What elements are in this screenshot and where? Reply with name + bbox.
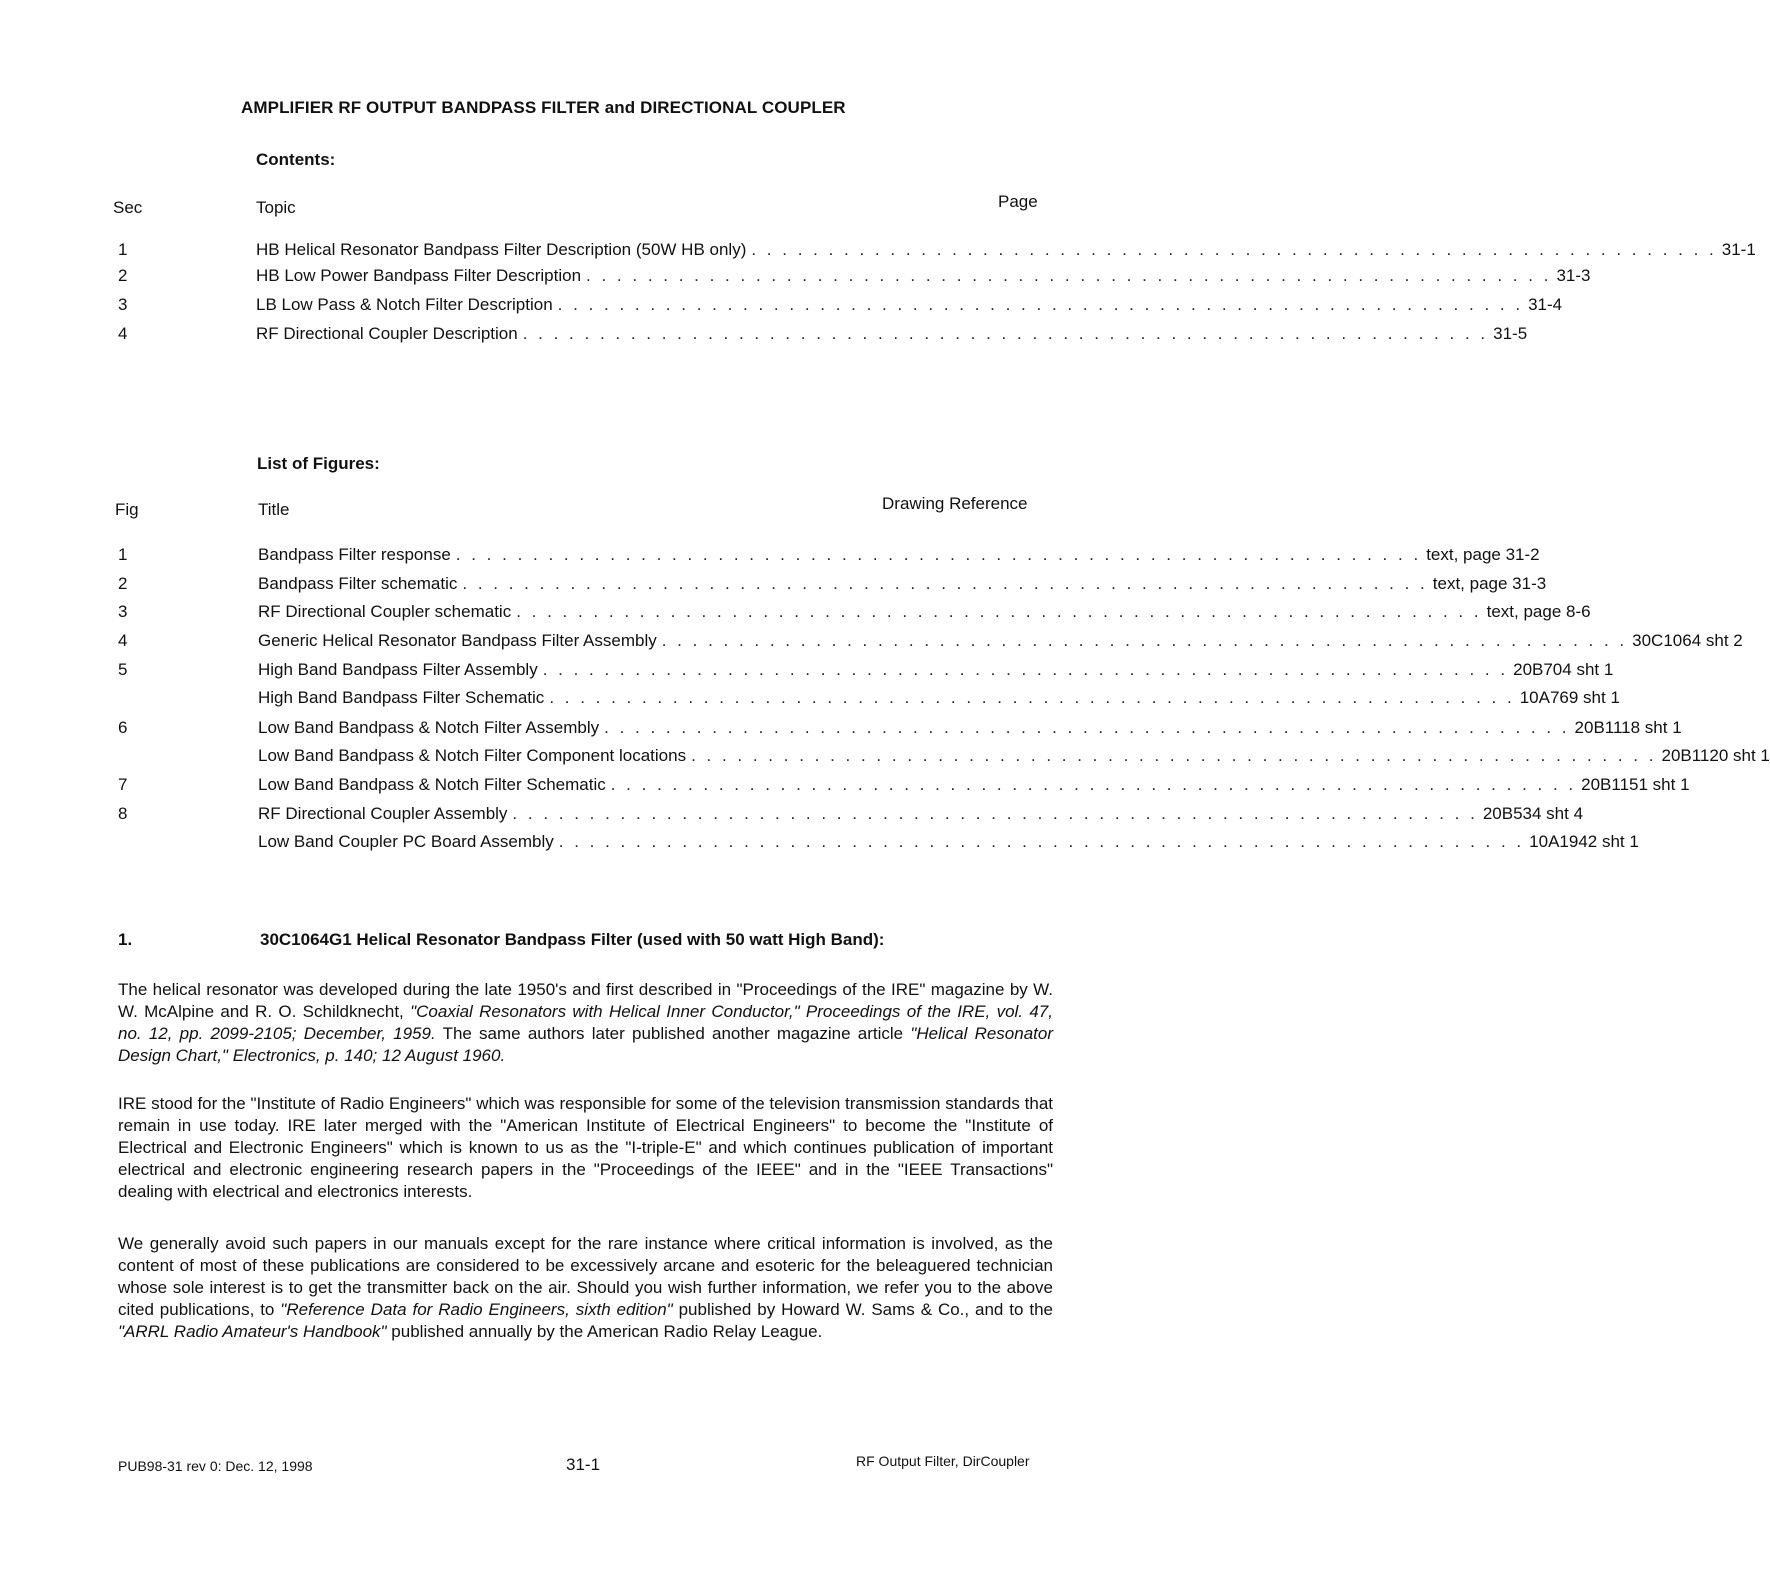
figure-drawing-ref: 10A1942 sht 1 bbox=[1529, 832, 1639, 851]
figure-entry bbox=[258, 602, 1591, 622]
figure-entry bbox=[258, 804, 1584, 824]
footer-page-number: 31-1 bbox=[566, 1455, 601, 1474]
contents-sec-number: 3 bbox=[118, 295, 128, 314]
dot-leader: . . . . . . . . . . . . . . . . . . . . . . . . . . . . . . . . . . . . . . . . . . . . . . . . . . . . . . . . . . . . . . . bbox=[542, 660, 1509, 679]
figures-col-fig: Fig bbox=[115, 500, 139, 519]
figure-title[interactable]: RF Directional Coupler schematic bbox=[258, 602, 512, 621]
figures-col-title: Title bbox=[258, 500, 290, 519]
dot-leader: . . . . . . . . . . . . . . . . . . . . . . . . . . . . . . . . . . . . . . . . . . . . . . . . . . . . . . . . . . . . . . . bbox=[586, 266, 1552, 285]
figure-entry bbox=[258, 660, 1614, 680]
contents-page: 31-3 bbox=[1556, 266, 1591, 285]
contents-sec-number: 2 bbox=[118, 266, 128, 285]
figure-row bbox=[0, 775, 1690, 799]
citation-coaxial-resonators: "Coaxial Resonators with Helical Inner Conductor," Proceedings of the IRE, vol. 47, no. 12, pp. 2099-2105; December, 1959. bbox=[118, 1002, 1053, 1043]
dot-leader: . . . . . . . . . . . . . . . . . . . . . . . . . . . . . . . . . . . . . . . . . . . . . . . . . . . . . . . . . . . . . . . bbox=[610, 775, 1577, 794]
figure-number: 7 bbox=[118, 775, 128, 794]
figure-row bbox=[0, 602, 1591, 626]
figure-drawing-ref: 10A769 sht 1 bbox=[1519, 688, 1620, 707]
paragraph-text: We generally avoid such papers in our manuals except for the rare instance where critical information is involved, as the content of most of these publications are considered to be excessively arcane and esoteric for the beleaguered technician whose sole interest is to get the transmitter back on the air. Should you wish further information, we refer you to the above cited publications, to bbox=[118, 1234, 1053, 1319]
figure-entry bbox=[258, 832, 1639, 852]
figure-drawing-ref: text, page 31-3 bbox=[1432, 574, 1547, 593]
citation-reference-data: "Reference Data for Radio Engineers, sixth edition" bbox=[280, 1300, 673, 1319]
figure-drawing-ref: 20B534 sht 4 bbox=[1482, 804, 1584, 823]
contents-page: 31-1 bbox=[1721, 240, 1756, 259]
contents-topic[interactable]: RF Directional Coupler Description bbox=[256, 324, 518, 343]
contents-topic[interactable]: HB Helical Resonator Bandpass Filter Description (50W HB only) bbox=[256, 240, 747, 259]
contents-entry bbox=[256, 295, 1563, 315]
paragraph-helical-history bbox=[118, 979, 1053, 1067]
dot-leader: . . . . . . . . . . . . . . . . . . . . . . . . . . . . . . . . . . . . . . . . . . . . . . . . . . . . . . . . . . . . . . . bbox=[516, 602, 1482, 621]
figure-drawing-ref: text, page 31-2 bbox=[1426, 545, 1540, 564]
dot-leader: . . . . . . . . . . . . . . . . . . . . . . . . . . . . . . . . . . . . . . . . . . . . . . . . . . . . . . . . . . . . . . . bbox=[512, 804, 1478, 823]
section-number: 1. bbox=[118, 930, 133, 949]
contents-sec-number: 4 bbox=[118, 324, 128, 343]
dot-leader: . . . . . . . . . . . . . . . . . . . . . . . . . . . . . . . . . . . . . . . . . . . . . . . . . . . . . . . . . . . . . . . bbox=[455, 545, 1422, 564]
figure-entry bbox=[258, 574, 1547, 594]
contents-row bbox=[0, 240, 1756, 264]
dot-leader: . . . . . . . . . . . . . . . . . . . . . . . . . . . . . . . . . . . . . . . . . . . . . . . . . . . . . . . . . . . . . . . bbox=[751, 240, 1717, 259]
figure-drawing-ref: 20B1151 sht 1 bbox=[1581, 775, 1690, 794]
dot-leader: . . . . . . . . . . . . . . . . . . . . . . . . . . . . . . . . . . . . . . . . . . . . . . . . . . . . . . . . . . . . . . . bbox=[558, 832, 1525, 851]
figure-title[interactable]: RF Directional Coupler Assembly bbox=[258, 804, 508, 823]
citation-arrl-handbook: "ARRL Radio Amateur's Handbook" bbox=[118, 1322, 387, 1341]
contents-page: 31-5 bbox=[1493, 324, 1528, 343]
figure-entry bbox=[258, 545, 1540, 565]
dot-leader: . . . . . . . . . . . . . . . . . . . . . . . . . . . . . . . . . . . . . . . . . . . . . . . . . . . . . . . . . . . . . . . bbox=[691, 746, 1657, 765]
figure-number: 2 bbox=[118, 574, 128, 593]
footer-publication: PUB98-31 rev 0: Dec. 12, 1998 bbox=[118, 1458, 313, 1474]
figure-entry bbox=[258, 631, 1743, 651]
contents-row bbox=[0, 266, 1591, 290]
dot-leader: . . . . . . . . . . . . . . . . . . . . . . . . . . . . . . . . . . . . . . . . . . . . . . . . . . . . . . . . . . . . . . . bbox=[522, 324, 1489, 343]
figure-title[interactable]: High Band Bandpass Filter Schematic bbox=[258, 688, 545, 707]
figure-row bbox=[0, 574, 1547, 598]
figure-drawing-ref: text, page 8-6 bbox=[1486, 602, 1591, 621]
paragraph-text: published annually by the American Radio Relay League. bbox=[386, 1322, 823, 1341]
dot-leader: . . . . . . . . . . . . . . . . . . . . . . . . . . . . . . . . . . . . . . . . . . . . . . . . . . . . . . . . . . . . . . . bbox=[462, 574, 1428, 593]
figure-drawing-ref: 20B1120 sht 1 bbox=[1661, 746, 1770, 765]
dot-leader: . . . . . . . . . . . . . . . . . . . . . . . . . . . . . . . . . . . . . . . . . . . . . . . . . . . . . . . . . . . . . . . bbox=[604, 718, 1570, 737]
figure-drawing-ref: 30C1064 sht 2 bbox=[1632, 631, 1743, 650]
figure-number: 1 bbox=[118, 545, 128, 564]
figure-entry bbox=[258, 746, 1770, 766]
contents-row bbox=[0, 324, 1528, 348]
footer-section-name: RF Output Filter, DirCoupler bbox=[856, 1453, 1030, 1469]
contents-col-topic: Topic bbox=[256, 198, 296, 217]
figure-row bbox=[0, 746, 1770, 770]
figure-row bbox=[0, 631, 1743, 655]
contents-entry bbox=[256, 266, 1591, 286]
figure-number: 3 bbox=[118, 602, 128, 621]
figure-title[interactable]: Bandpass Filter schematic bbox=[258, 574, 458, 593]
figure-number: 4 bbox=[118, 631, 128, 650]
contents-row bbox=[0, 295, 1563, 319]
figure-number: 5 bbox=[118, 660, 128, 679]
section-title: 30C1064G1 Helical Resonator Bandpass Filter (used with 50 watt High Band): bbox=[260, 930, 885, 949]
dot-leader: . . . . . . . . . . . . . . . . . . . . . . . . . . . . . . . . . . . . . . . . . . . . . . . . . . . . . . . . . . . . . . . bbox=[557, 295, 1524, 314]
figure-title[interactable]: High Band Bandpass Filter Assembly bbox=[258, 660, 538, 679]
figure-drawing-ref: 20B704 sht 1 bbox=[1513, 660, 1614, 679]
figure-title[interactable]: Low Band Bandpass & Notch Filter Assembly bbox=[258, 718, 600, 737]
figure-title[interactable]: Low Band Bandpass & Notch Filter Component locations bbox=[258, 746, 687, 765]
figures-heading: List of Figures: bbox=[257, 454, 380, 473]
citation-design-chart: "Helical Resonator Design Chart," Electronics, p. 140; 12 August 1960. bbox=[118, 1024, 1053, 1065]
contents-col-page: Page bbox=[998, 192, 1038, 211]
contents-entry bbox=[256, 240, 1756, 260]
figure-row bbox=[0, 718, 1682, 742]
contents-sec-number: 1 bbox=[118, 240, 128, 259]
figure-row bbox=[0, 832, 1639, 856]
figures-col-ref: Drawing Reference bbox=[882, 494, 1028, 513]
figure-entry bbox=[258, 718, 1682, 738]
paragraph-text: published by Howard W. Sams & Co., and to the bbox=[672, 1300, 1053, 1319]
figure-entry bbox=[258, 688, 1620, 708]
figure-row bbox=[0, 688, 1620, 712]
contents-col-sec: Sec bbox=[113, 198, 143, 217]
contents-topic[interactable]: LB Low Pass & Notch Filter Description bbox=[256, 295, 553, 314]
figure-title[interactable]: Low Band Coupler PC Board Assembly bbox=[258, 832, 554, 851]
figure-number: 6 bbox=[118, 718, 128, 737]
contents-page: 31-4 bbox=[1528, 295, 1563, 314]
figure-drawing-ref: 20B1118 sht 1 bbox=[1574, 718, 1682, 737]
contents-entry bbox=[256, 324, 1528, 344]
paragraph-text: The helical resonator was developed during the late 1950's and first described in "Proceedings of the IRE" magazine by W. W. McAlpine and R. O. Schildknecht, bbox=[118, 980, 1053, 1021]
contents-topic[interactable]: HB Low Power Bandpass Filter Description bbox=[256, 266, 582, 285]
paragraph-references bbox=[118, 1233, 1053, 1343]
figure-row bbox=[0, 804, 1584, 828]
dot-leader: . . . . . . . . . . . . . . . . . . . . . . . . . . . . . . . . . . . . . . . . . . . . . . . . . . . . . . . . . . . . . . . bbox=[661, 631, 1628, 650]
contents-heading: Contents: bbox=[256, 150, 336, 169]
paragraph-text: The same authors later published another magazine article bbox=[435, 1024, 911, 1043]
figure-row bbox=[0, 545, 1540, 569]
document-title: AMPLIFIER RF OUTPUT BANDPASS FILTER and DIRECTIONAL COUPLER bbox=[241, 98, 846, 117]
figure-title[interactable]: Generic Helical Resonator Bandpass Filter Assembly bbox=[258, 631, 657, 650]
dot-leader: . . . . . . . . . . . . . . . . . . . . . . . . . . . . . . . . . . . . . . . . . . . . . . . . . . . . . . . . . . . . . . . bbox=[549, 688, 1515, 707]
figure-number: 8 bbox=[118, 804, 128, 823]
figure-title[interactable]: Bandpass Filter response bbox=[258, 545, 451, 564]
figure-title[interactable]: Low Band Bandpass & Notch Filter Schematic bbox=[258, 775, 606, 794]
figure-entry bbox=[258, 775, 1690, 795]
figure-row bbox=[0, 660, 1614, 684]
paragraph-ire: IRE stood for the "Institute of Radio Engineers" which was responsible for some of the television transmission standards that remain in use today. IRE later merged with the "American Institute of Electrical Engineers" to become the "Institute of Electrical and Electronic Engineers" which is known to us as the "I-triple-E" and which continues publication of important electrical and electronic engineering research papers in the "Proceedings of the IEEE" and in the "IEEE Transactions" dealing with electrical and electronics interests. bbox=[118, 1094, 1053, 1201]
